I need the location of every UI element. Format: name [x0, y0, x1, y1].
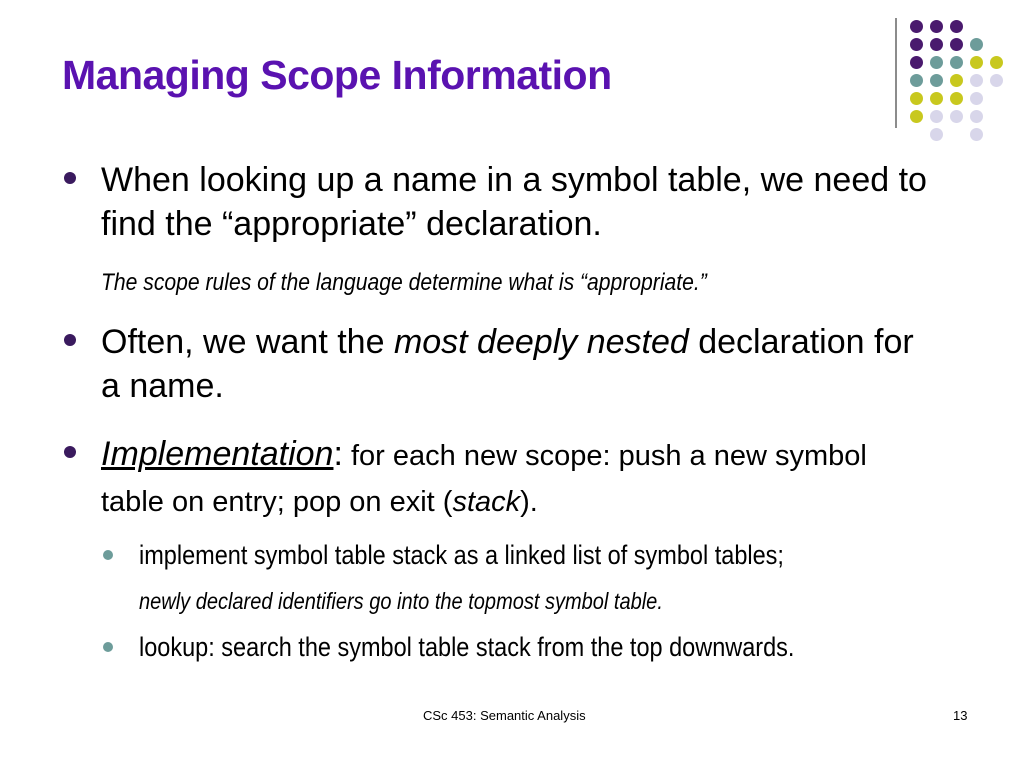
- decorative-dot: [930, 20, 943, 33]
- sub-bullet-text-1: implement symbol table stack as a linked list of symbol tables;: [139, 540, 784, 570]
- bullet-icon: [64, 172, 76, 184]
- slide-title: Managing Scope Information: [62, 52, 612, 98]
- bullet-2-before: Often, we want the: [101, 323, 394, 361]
- bullet-3-after: ).: [520, 486, 538, 518]
- decorative-dot: [950, 110, 963, 123]
- sub-bullet-icon: [103, 550, 113, 560]
- bullet-3-emphasis: stack: [452, 486, 521, 518]
- decorative-dot: [930, 92, 943, 105]
- sub-bullet-text-2: lookup: search the symbol table stack from the top downwards.: [139, 632, 795, 662]
- decorative-dot: [970, 110, 983, 123]
- decorative-dot: [950, 92, 963, 105]
- decorative-dot: [930, 38, 943, 51]
- sub-bullet-item-2: [103, 630, 892, 664]
- sub-bullet-note-1: newly declared identifiers go into the topmost symbol table.: [139, 588, 663, 614]
- decorative-dot: [910, 20, 923, 33]
- decorative-dot: [970, 74, 983, 87]
- decorative-divider: [895, 18, 897, 128]
- footer-course: CSc 453: Semantic Analysis: [423, 708, 586, 723]
- decorative-dot: [910, 74, 923, 87]
- decorative-dot: [970, 56, 983, 69]
- decorative-dot: [950, 74, 963, 87]
- bullet-item-1: [64, 158, 931, 246]
- decorative-dot: [930, 56, 943, 69]
- bullet-text-3: [101, 432, 931, 524]
- bullet-text-1: When looking up a name in a symbol table, we need to find the “appropriate” declaration.: [101, 161, 927, 243]
- page-number: 13: [953, 708, 968, 723]
- decorative-dot: [950, 20, 963, 33]
- bullet-2-emphasis: most deeply nested: [393, 323, 689, 361]
- decorative-dot: [910, 56, 923, 69]
- decorative-dot: [930, 128, 943, 141]
- decorative-dot: [910, 38, 923, 51]
- decorative-dot-grid: [910, 20, 1020, 140]
- decorative-dot: [950, 56, 963, 69]
- bullet-item-2: [64, 320, 931, 408]
- bullet-3-colon: :: [333, 435, 343, 473]
- decorative-dot: [990, 74, 1003, 87]
- decorative-dot: [930, 74, 943, 87]
- bullet-item-3: [64, 432, 931, 524]
- bullet-icon: [64, 334, 76, 346]
- decorative-dot: [950, 38, 963, 51]
- bullet-3-after-label: for each new scope: push a new symbol table on entry; pop on exit (: [101, 440, 867, 518]
- decorative-dot: [990, 56, 1003, 69]
- bullet-3-label: Implementation: [101, 435, 334, 473]
- decorative-dot: [930, 110, 943, 123]
- bullet-text-2: [101, 320, 931, 408]
- sub-bullet-item-1: [103, 538, 880, 572]
- bullet-2-after: declaration for a name.: [101, 323, 914, 405]
- decorative-dot: [970, 92, 983, 105]
- sub-bullet-icon: [103, 642, 113, 652]
- bullet-note-1: The scope rules of the language determine what is “appropriate.”: [101, 269, 707, 296]
- decorative-dot: [970, 128, 983, 141]
- bullet-icon: [64, 446, 76, 458]
- decorative-dot: [910, 92, 923, 105]
- decorative-dot: [970, 38, 983, 51]
- decorative-dot: [910, 110, 923, 123]
